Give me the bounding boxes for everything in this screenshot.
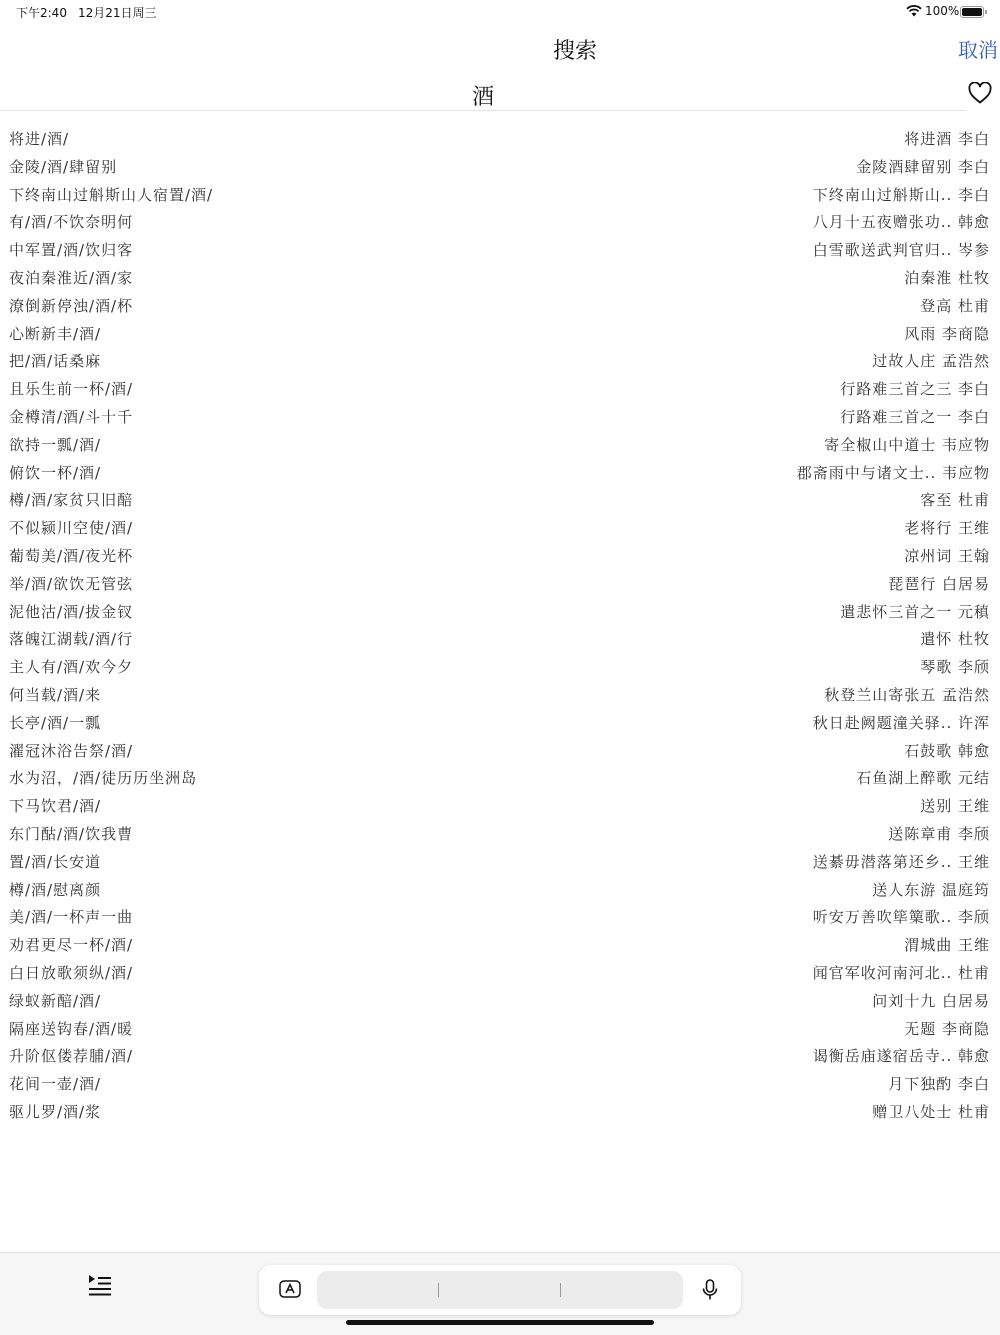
result-row[interactable] (0, 625, 1000, 653)
result-source: 泊秦淮 杜牧 (904, 268, 990, 287)
result-line: 白日放歌须纵/酒/ (9, 963, 134, 982)
result-source: 秋日赴阙题潼关驿.. 许浑 (812, 713, 990, 732)
result-line: 将进/酒/ (9, 130, 70, 148)
result-row[interactable] (0, 570, 1000, 598)
result-line: 欲持一瓢/酒/ (9, 435, 102, 454)
result-source: 下终南山过斛斯山.. 李白 (812, 185, 990, 204)
result-row[interactable] (0, 681, 1000, 709)
result-row[interactable] (0, 264, 1000, 292)
result-line: 升阶伛偻荐脯/酒/ (9, 1047, 134, 1066)
result-line: 心断新丰/酒/ (9, 324, 102, 343)
page-title: 搜索 (552, 39, 597, 64)
result-line: 置/酒/长安道 (9, 852, 102, 871)
play-list-icon[interactable] (88, 1273, 112, 1297)
result-source: 琵琶行 白居易 (888, 574, 990, 593)
result-line: 樽/酒/慰离颜 (9, 880, 102, 899)
result-line: 金陵/酒/肆留别 (9, 157, 118, 176)
result-line: 隔座送钩春/酒/暖 (9, 1019, 134, 1038)
status-date: 12月21日周三 (78, 6, 157, 20)
result-row[interactable] (0, 347, 1000, 375)
result-line: 中军置/酒/饮归客 (9, 241, 134, 260)
result-row[interactable] (0, 653, 1000, 681)
result-row[interactable] (0, 459, 1000, 487)
result-row[interactable] (0, 903, 1000, 931)
result-row[interactable] (0, 292, 1000, 320)
cancel-button[interactable]: 取消 (958, 38, 998, 62)
result-row[interactable] (0, 125, 1000, 153)
result-source: 老将行 王维 (904, 519, 990, 538)
status-bar (0, 0, 1000, 24)
heart-outline-icon[interactable] (968, 82, 992, 104)
result-row[interactable] (0, 1070, 1000, 1098)
result-source: 无题 李商隐 (904, 1019, 990, 1038)
result-line: 濯冠沐浴告祭/酒/ (9, 741, 134, 760)
result-source: 问刘十九 白居易 (872, 991, 990, 1010)
result-line: 下终南山过斛斯山人宿置/酒/ (9, 185, 214, 204)
result-row[interactable] (0, 320, 1000, 348)
result-line: 花间一壶/酒/ (9, 1075, 102, 1094)
result-line: 泥他沽/酒/拔金钗 (9, 602, 134, 621)
result-source: 琴歌 李颀 (920, 658, 990, 677)
result-row[interactable] (0, 764, 1000, 792)
result-source: 遣怀 杜牧 (920, 630, 990, 649)
result-row[interactable] (0, 1042, 1000, 1070)
result-source: 过故人庄 孟浩然 (872, 352, 990, 371)
result-row[interactable] (0, 208, 1000, 236)
result-source: 石鱼湖上醉歌 元结 (856, 769, 990, 788)
result-source: 送陈章甫 李颀 (888, 824, 990, 843)
result-line: 把/酒/话桑麻 (9, 352, 102, 371)
result-source: 遣悲怀三首之一 元稹 (840, 602, 990, 621)
result-row[interactable] (0, 1015, 1000, 1043)
result-row[interactable] (0, 737, 1000, 765)
result-line: 夜泊秦淮近/酒/家 (9, 268, 134, 287)
result-row[interactable] (0, 514, 1000, 542)
result-source: 寄全椒山中道士 韦应物 (824, 435, 990, 454)
microphone-icon[interactable] (702, 1279, 718, 1301)
status-time: 下午2:40 (16, 6, 67, 20)
result-row[interactable] (0, 820, 1000, 848)
result-row[interactable] (0, 848, 1000, 876)
result-row[interactable] (0, 542, 1000, 570)
results-list (0, 125, 1000, 1126)
result-source: 闻官军收河南河北.. 杜甫 (812, 963, 990, 982)
result-source: 听安万善吹筚篥歌.. 李颀 (812, 908, 990, 927)
result-source: 金陵酒肆留别 李白 (856, 157, 990, 176)
result-row[interactable] (0, 598, 1000, 626)
result-line: 金樽清/酒/斗十千 (9, 407, 134, 426)
result-line: 举/酒/欲饮无管弦 (9, 574, 134, 593)
result-row[interactable] (0, 987, 1000, 1015)
letter-a-icon[interactable] (279, 1280, 301, 1298)
result-source: 风雨 李商隐 (904, 324, 990, 343)
result-line: 东门酤/酒/饮我曹 (9, 824, 134, 843)
result-source: 白雪歌送武判官归.. 岑参 (812, 241, 990, 260)
result-source: 送人东游 温庭筠 (872, 880, 990, 899)
result-line: 葡萄美/酒/夜光杯 (9, 546, 134, 565)
result-line: 长亭/酒/一瓢 (9, 713, 102, 732)
result-source: 客至 杜甫 (920, 491, 990, 510)
result-line: 有/酒/不饮奈明何 (9, 213, 134, 232)
result-source: 石鼓歌 韩愈 (904, 741, 990, 760)
result-source: 凉州词 王翰 (904, 546, 990, 565)
result-row[interactable] (0, 709, 1000, 737)
result-source: 谒衡岳庙遂宿岳寺.. 韩愈 (812, 1047, 990, 1066)
result-source: 送别 王维 (920, 797, 990, 816)
result-source: 渭城曲 王维 (904, 936, 990, 955)
result-source: 行路难三首之三 李白 (840, 380, 990, 399)
result-source: 秋登兰山寄张五 孟浩然 (824, 685, 990, 704)
result-line: 樽/酒/家贫只旧醅 (9, 491, 134, 510)
result-line: 水为沼，/酒/徒历历坐洲岛 (9, 769, 198, 788)
result-row[interactable] (0, 236, 1000, 264)
result-row[interactable] (0, 153, 1000, 181)
wifi-icon (906, 5, 922, 17)
result-row[interactable] (0, 181, 1000, 209)
result-line: 绿蚁新醅/酒/ (9, 991, 102, 1010)
result-line: 潦倒新停浊/酒/杯 (9, 296, 134, 315)
result-source: 登高 杜甫 (920, 296, 990, 315)
result-line: 下马饮君/酒/ (9, 797, 102, 816)
battery-icon (960, 6, 984, 18)
result-source: 八月十五夜赠张功.. 韩愈 (812, 213, 990, 232)
result-source: 郡斋雨中与诸文士.. 韦应物 (796, 463, 990, 482)
result-source: 月下独酌 李白 (888, 1075, 990, 1094)
result-line: 驱儿罗/酒/浆 (9, 1102, 102, 1121)
result-row[interactable] (0, 375, 1000, 403)
result-row[interactable] (0, 876, 1000, 904)
result-source: 将进酒 李白 (904, 130, 990, 148)
result-line: 何当载/酒/来 (9, 685, 102, 704)
result-row[interactable] (0, 1098, 1000, 1126)
result-line: 美/酒/一杯声一曲 (9, 908, 134, 927)
result-line: 劝君更尽一杯/酒/ (9, 936, 134, 955)
result-source: 赠卫八处士 杜甫 (872, 1102, 990, 1121)
result-row[interactable] (0, 959, 1000, 987)
result-line: 且乐生前一杯/酒/ (9, 380, 134, 399)
result-row[interactable] (0, 931, 1000, 959)
result-line: 俯饮一杯/酒/ (9, 463, 102, 482)
result-line: 主人有/酒/欢今夕 (9, 658, 134, 677)
result-row[interactable] (0, 431, 1000, 459)
keyboard-text-field[interactable] (317, 1271, 683, 1309)
home-indicator (346, 1320, 654, 1325)
result-row[interactable] (0, 792, 1000, 820)
result-line: 落魄江湖载/酒/行 (9, 630, 134, 649)
result-row[interactable] (0, 486, 1000, 514)
result-line: 不似颍川空使/酒/ (9, 519, 134, 538)
battery-percent: 100% (925, 4, 960, 18)
result-row[interactable] (0, 403, 1000, 431)
search-input[interactable] (0, 80, 966, 111)
keyboard-shortcut-bar (259, 1265, 741, 1315)
result-source: 送綦毋潜落第还乡.. 王维 (812, 852, 990, 871)
result-source: 行路难三首之一 李白 (840, 407, 990, 426)
